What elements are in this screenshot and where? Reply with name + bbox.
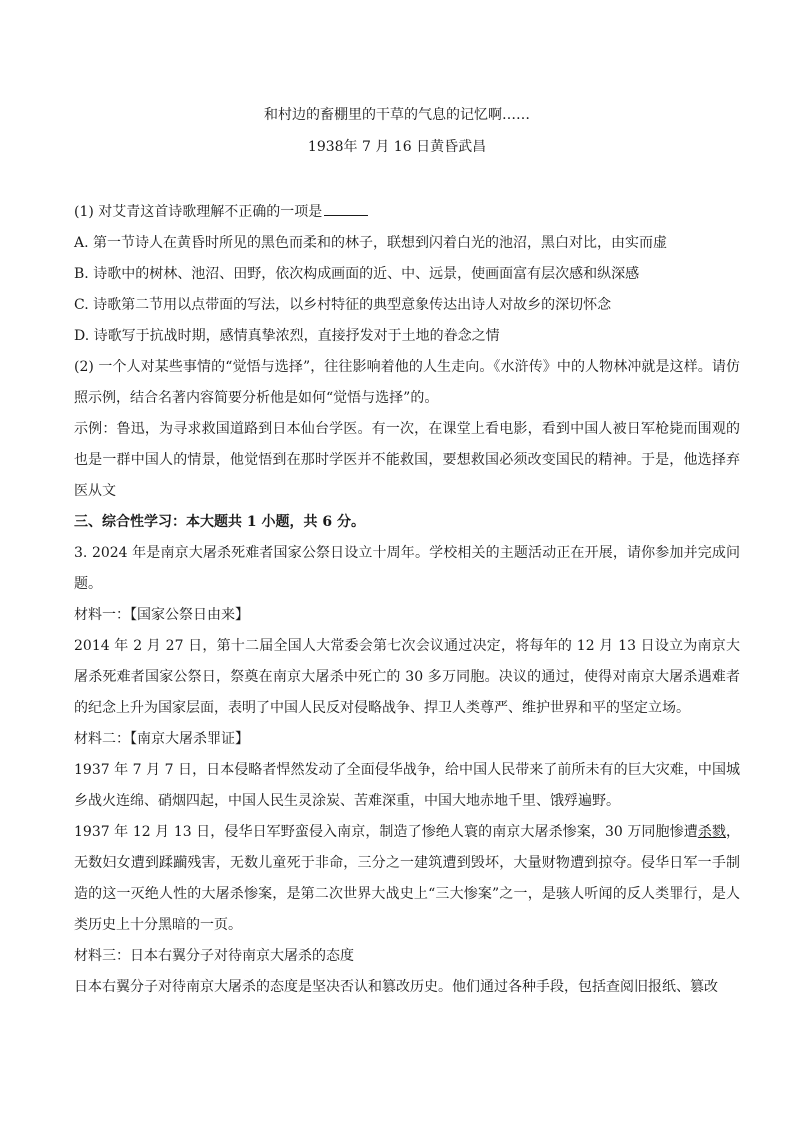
question2-prompt: (2) 一个人对某些事情的“觉悟与选择”，往往影响着他的人生走向。《水浒传》中的人物林冲就是这样。请仿照示例，结合名著内容简要分析他是如何“觉悟与选择”的。	[74, 359, 740, 406]
answer-blank[interactable]	[324, 203, 368, 216]
question2-example: 示例：鲁迅，为寻求救国道路到日本仙台学医。有一次，在课堂上看电影，看到中国人被日军枪毙而围观的也是一群中国人的情景，他觉悟到在那时学医并不能救国，要想救国必须改变国民的精神。于是，他选择弃医从文	[74, 421, 740, 499]
question1-prompt: (1) 对艾青这首诗歌理解不正确的一项是	[74, 197, 740, 228]
option-b: B. 诗歌中的树林、池沼、田野，依次构成画面的近、中、远景，使画面富有层次感和纵深感	[74, 266, 640, 282]
question-content	[74, 197, 740, 1003]
option-d: D. 诗歌写于抗战时期，感情真挚浓烈，直接抒发对于土地的眷念之情	[74, 328, 500, 344]
material2-paragraph-2: 1937 年 12 月 13 日，侵华日军野蛮侵入南京，制造了惨绝人寰的南京大屠杀惨案，30 万同胞惨遭杀戮，无数妇女遭到蹂躏残害，无数儿童死于非命，三分之一建筑遭到毁坏，大量财物遭到掠夺。侵华日军一手制造的这一灭绝人性的大屠杀惨案，是第二次世界大战史上“三大惨案”之一，是骇人听闻的反人类罪行，是人类历史上十分黑暗的一页。	[74, 824, 741, 933]
question3-intro: 3. 2024 年是南京大屠杀死难者国家公祭日设立十周年。学校相关的主题活动正在开展，请你参加并完成问题。	[74, 545, 740, 592]
option-a: A. 第一节诗人在黄昏时所见的黑色而柔和的林子，联想到闪着白光的池沼，黑白对比，由实而虚	[74, 235, 668, 251]
poem-last-line: 和村边的畜棚里的干草的气息的记忆啊……	[264, 107, 530, 123]
underlined-word: 杀戮	[697, 824, 727, 840]
section3-heading: 三、综合性学习：本大题共 1 小题，共 6 分。	[74, 514, 365, 530]
material3-title: 材料三：日本右翼分子对待南京大屠杀的态度	[74, 948, 354, 964]
poem-signature: 1938年 7 月 16 日黄昏武昌	[307, 139, 487, 155]
material2-title: 材料二：【南京大屠杀罪证】	[74, 731, 249, 747]
material2-paragraph-1: 1937 年 7 月 7 日，日本侵略者悍然发动了全面侵华战争，给中国人民带来了前所未有的巨大灾难，中国城乡战火连绵、硝烟四起，中国人民生灵涂炭、苦难深重，中国大地赤地千里、饿殍遍野。	[74, 762, 740, 809]
material1-title: 材料一：【国家公祭日由来】	[74, 607, 249, 623]
material1-text: 2014 年 2 月 27 日，第十二届全国人大常委会第七次会议通过决定，将每年的 12 月 13 日设立为南京大屠杀死难者国家公祭日，祭奠在南京大屠杀中死亡的 30 多万同胞。决议的通过，使得对南京大屠杀遇难者的纪念上升为国家层面，表明了中国人民反对侵略战争、捍卫人类尊严、维护世界和平的坚定立场。	[74, 638, 740, 716]
material3-text: 日本右翼分子对待南京大屠杀的态度是坚决否认和篡改历史。他们通过各种手段，包括查阅旧报纸、篡改	[74, 979, 718, 995]
option-c: C. 诗歌第二节用以点带面的写法，以乡村特征的典型意象传达出诗人对故乡的深切怀念	[74, 297, 612, 313]
